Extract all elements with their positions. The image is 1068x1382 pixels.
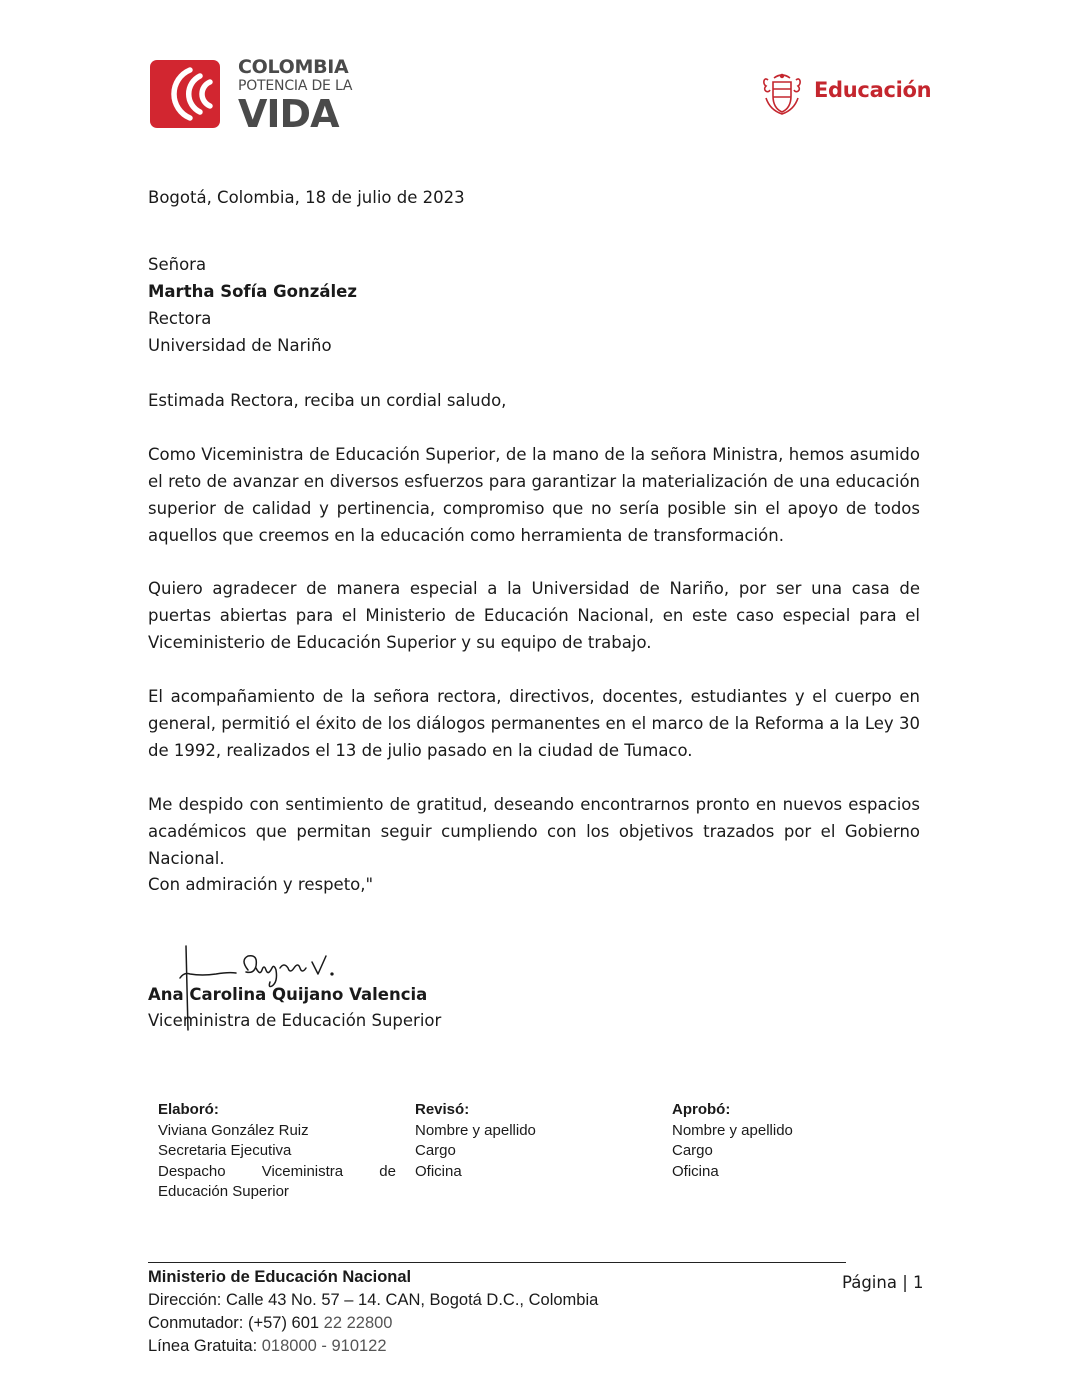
reviso-name: Nombre y apellido — [415, 1121, 536, 1139]
colombia-potencia-de-la-vida-logo-icon — [150, 60, 220, 128]
signer-name: Ana Carolina Quijano Valencia — [148, 985, 428, 1004]
letter-date: Bogotá, Colombia, 18 de julio de 2023 — [148, 188, 465, 207]
coat-of-arms-icon — [760, 70, 804, 116]
footer-ministry: Ministerio de Educación Nacional — [148, 1268, 412, 1286]
elaboro-office-line-2: Educación Superior — [158, 1183, 289, 1200]
recipient-title: Rectora — [148, 309, 212, 328]
ministry-education-logo: Educación — [814, 78, 932, 102]
letter-greeting: Estimada Rectora, reciba un cordial saludo, — [148, 391, 507, 410]
logo-line-potencia: POTENCIA DE LA — [238, 78, 353, 94]
recipient-name: Martha Sofía González — [148, 282, 357, 301]
reviso-role: Cargo — [415, 1142, 456, 1159]
footer-phone-label: Conmutador: (+57) 601 — [148, 1314, 324, 1332]
letter-paragraph-4: Me despido con sentimiento de gratitud, deseando encontrarnos pronto en nuevos espacios académicos que permitan seguir cumpliendo con los objetivos trazados por el Gobierno Nacional. — [148, 795, 920, 868]
recipient-institution: Universidad de Nariño — [148, 336, 332, 355]
elaboro-office-line-1: Despacho Viceministra de — [158, 1162, 396, 1180]
aprobo-office: Oficina — [672, 1162, 719, 1180]
footer-toll-free — [148, 1337, 387, 1356]
elaboro-role: Secretaria Ejecutiva — [158, 1142, 292, 1159]
letter-paragraph-3: El acompañamiento de la señora rectora, directivos, docentes, estudiantes y el cuerpo en general, permitió el éxito de los diálogos permanentes en el marco de la Reforma a la Ley 30 de 1992, realizados el 13 de julio pasado en la ciudad de Tumaco. — [148, 687, 920, 760]
logo-line-colombia: COLOMBIA — [238, 56, 349, 78]
handwritten-signature-icon — [176, 942, 346, 1034]
footer-divider — [148, 1262, 846, 1263]
colombia-potencia-de-la-vida-logo — [238, 56, 352, 134]
footer-toll-free-number: 018000 - 910122 — [261, 1337, 387, 1355]
signer-role: Viceministra de Educación Superior — [148, 1011, 442, 1030]
footer-address: Dirección: Calle 43 No. 57 – 14. CAN, Bogotá D.C., Colombia — [148, 1291, 599, 1309]
footer-phone-number: 22 22800 — [323, 1314, 393, 1332]
aprobo-heading: Aprobó: — [672, 1101, 731, 1118]
letter-paragraph-2: Quiero agradecer de manera especial a la Universidad de Nariño, por ser una casa de puertas abiertas para el Ministerio de Educación Nacional, en este caso especial para el Viceministerio de Educación Superior y su equipo de trabajo. — [148, 579, 920, 652]
footer-phone — [148, 1314, 392, 1333]
letter-paragraph-1: Como Viceministra de Educación Superior, de la mano de la señora Ministra, hemos asumido el reto de avanzar en diversos esfuerzos para garantizar la materialización de una educación superior de calidad y pertinencia, compromiso que no sería posible sin el apoyo de todos aquellos que creemos en la educación como herramienta de transformación. — [148, 445, 920, 545]
recipient-block — [148, 251, 357, 359]
approval-column-elaboro — [158, 1100, 396, 1203]
reviso-heading: Revisó: — [415, 1101, 470, 1118]
logo-line-vida: VIDA — [238, 92, 339, 136]
reviso-office: Oficina — [415, 1162, 462, 1180]
letter-closing: Con admiración y respeto," — [148, 875, 374, 894]
aprobo-role: Cargo — [672, 1142, 713, 1159]
recipient-salutation: Señora — [148, 255, 207, 274]
page-number: Página | 1 — [842, 1273, 924, 1292]
footer-toll-free-label: Línea Gratuita: — [148, 1337, 262, 1355]
elaboro-name: Viviana González Ruiz — [158, 1121, 309, 1139]
elaboro-heading: Elaboró: — [158, 1101, 219, 1118]
approval-column-reviso — [415, 1100, 645, 1182]
approval-column-aprobo — [672, 1100, 902, 1182]
aprobo-name: Nombre y apellido — [672, 1121, 793, 1139]
